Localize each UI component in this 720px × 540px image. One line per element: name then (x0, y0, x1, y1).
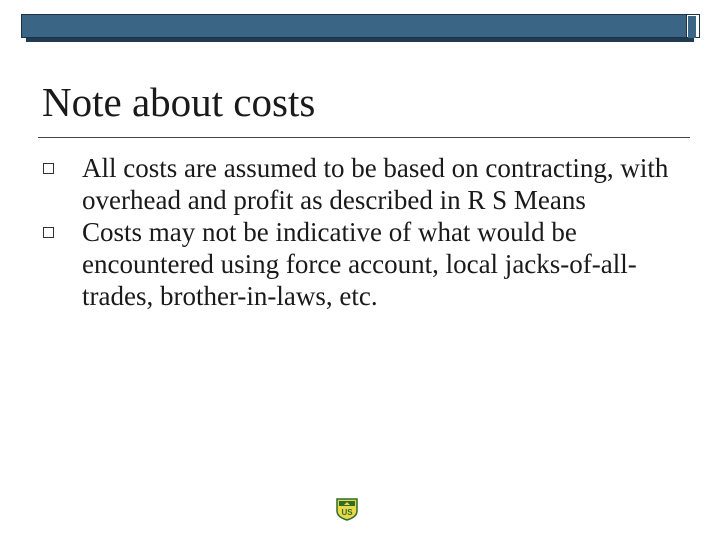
bullet-text: All costs are assumed to be based on contracting, with overhead and profit as described in R S Means (82, 153, 669, 215)
bullet-item (42, 152, 682, 216)
header-band (21, 14, 687, 38)
forest-service-shield-icon (336, 497, 358, 521)
hollow-square-bullet-icon (43, 163, 54, 174)
shield-logo-text: US (341, 508, 353, 517)
bullet-text: Costs may not be indicative of what would be encountered using force account, local jacks-of-all-trades, brother-in-laws, etc. (82, 217, 637, 311)
bullet-list (42, 152, 682, 312)
header-band-corner-fill (688, 16, 696, 38)
title-divider (38, 137, 690, 138)
hollow-square-bullet-icon (43, 227, 54, 238)
slide-title: Note about costs (42, 79, 316, 125)
bullet-item (42, 216, 682, 312)
